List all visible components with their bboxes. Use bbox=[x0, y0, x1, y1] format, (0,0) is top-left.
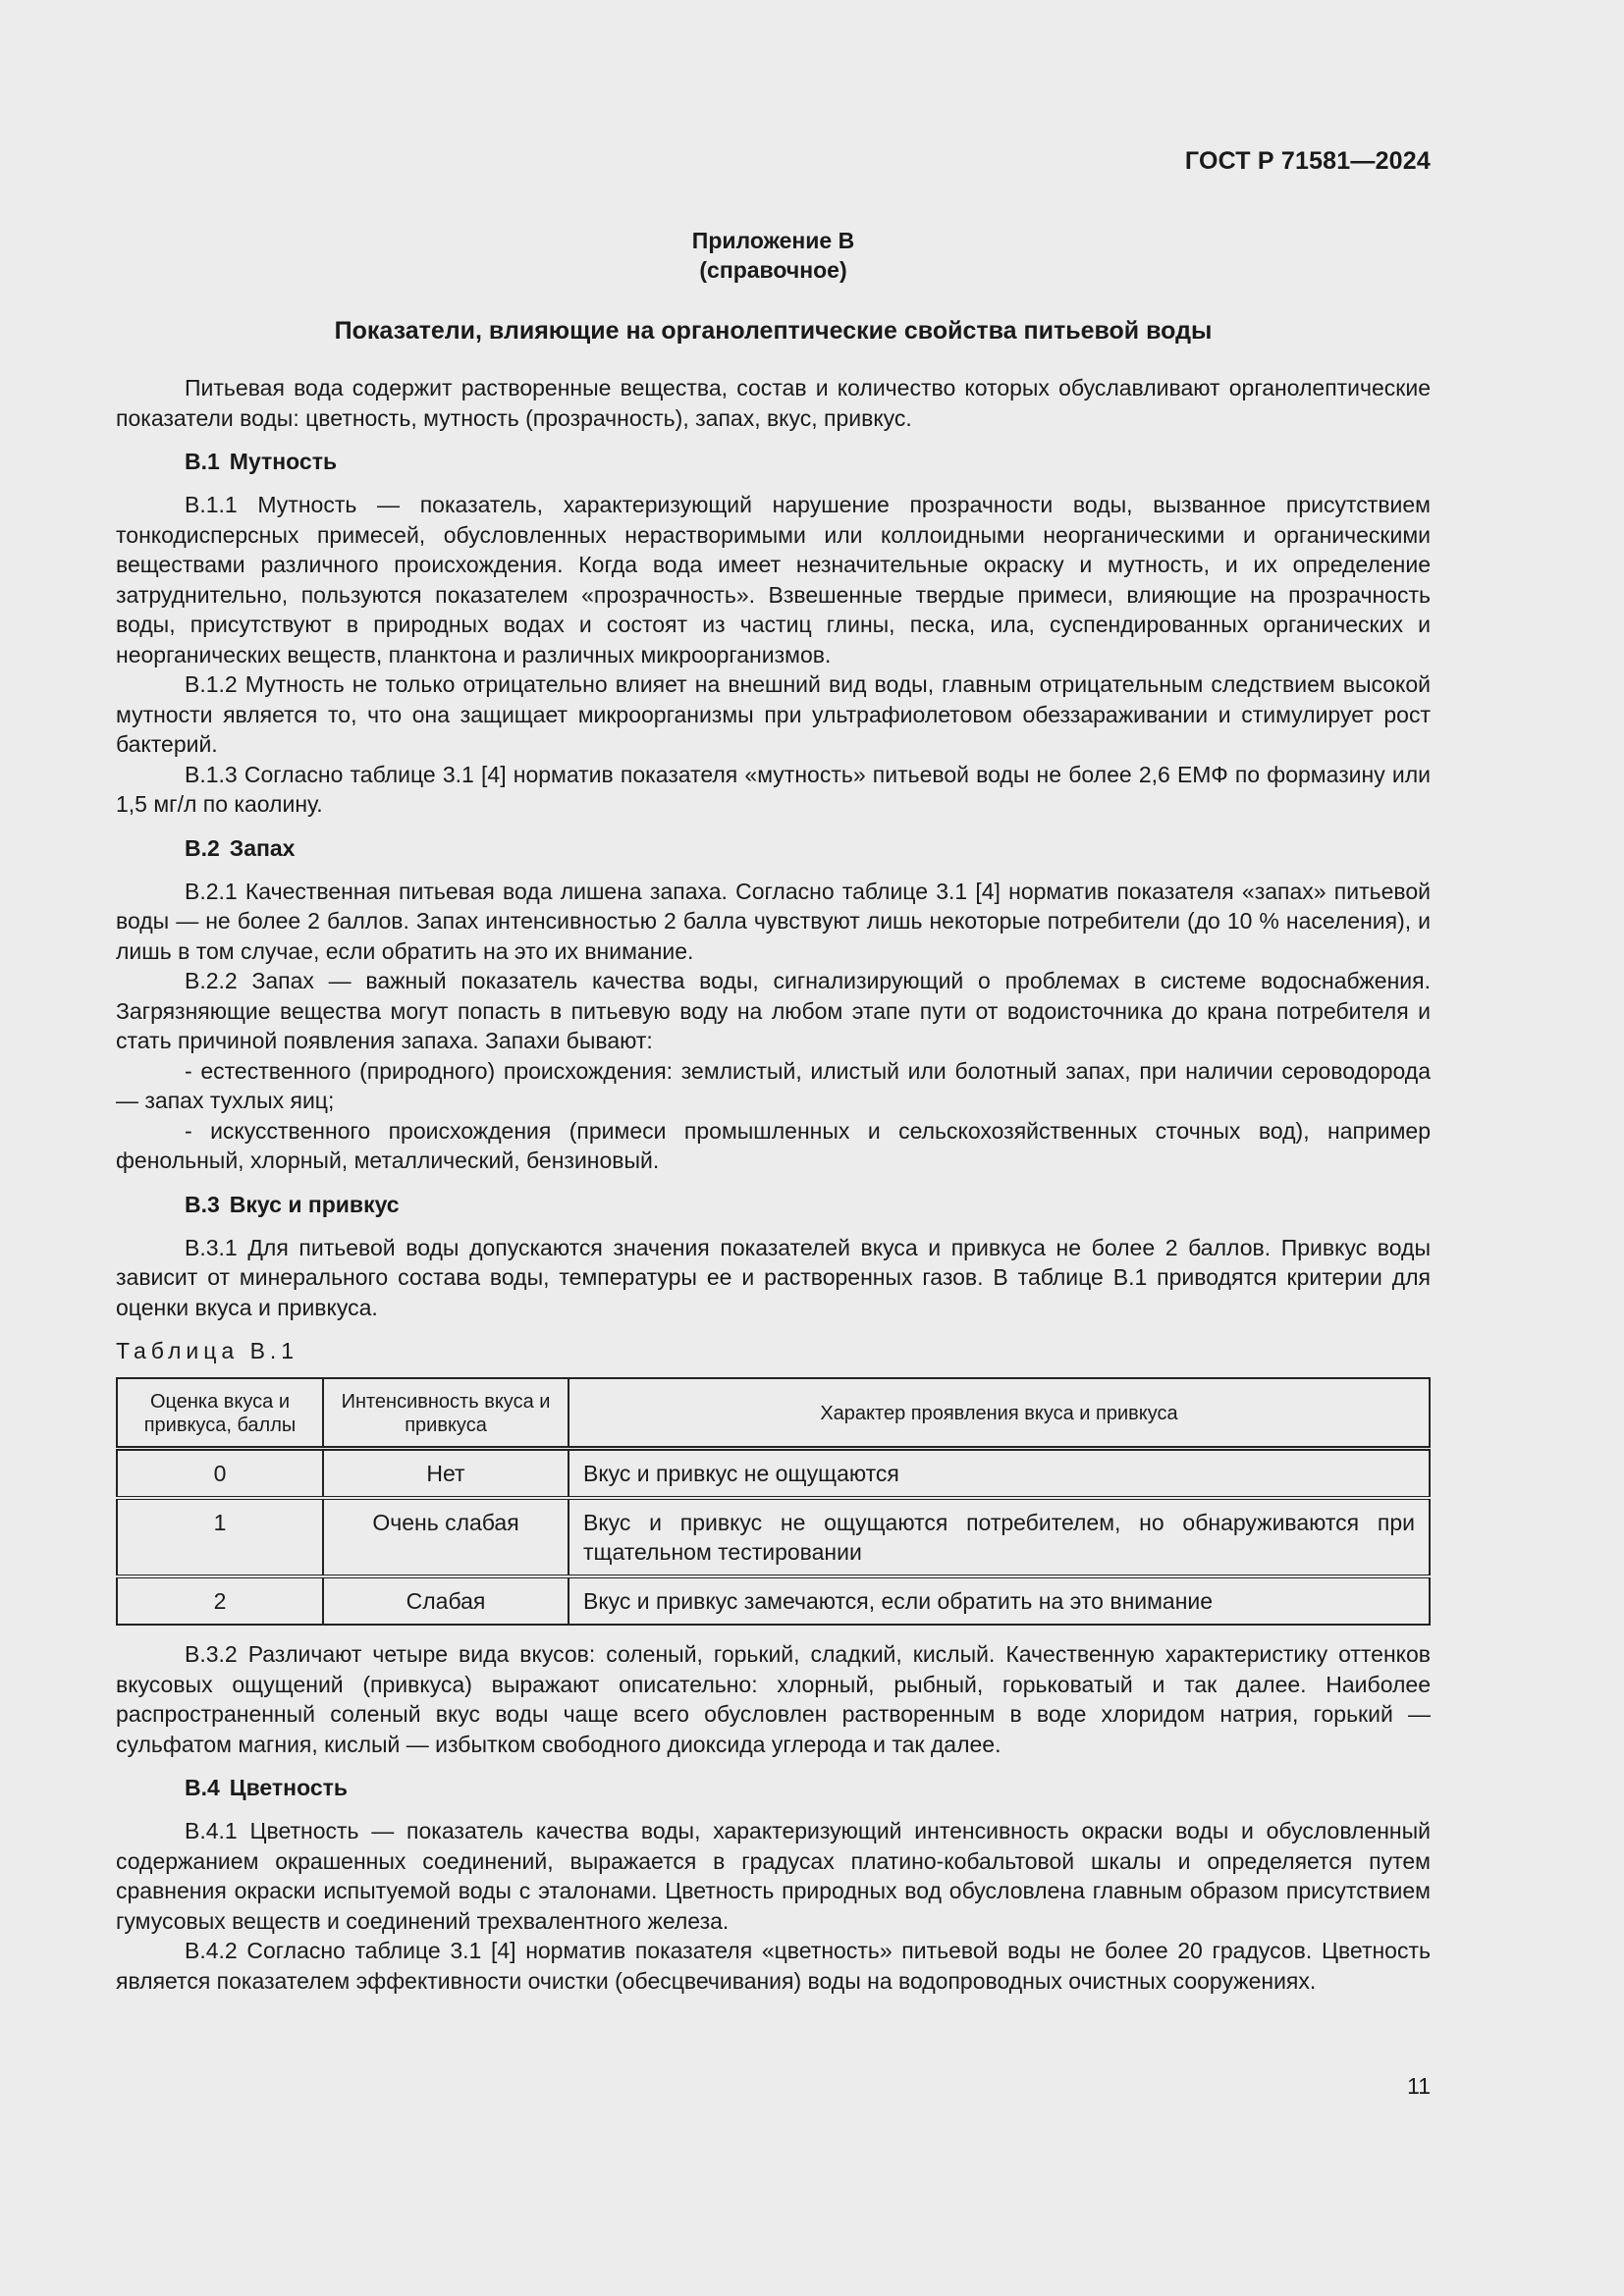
paragraph-b2-1: В.2.1 Качественная питьевая вода лишена запаха. Согласно таблице 3.1 [4] норматив показателя «запах» питьевой воды — не более 2 баллов. Запах интенсивностью 2 балла чувствуют лишь некоторые потребители (до 10 % населения), и лишь в том случае, если обратить на это их внимание. bbox=[116, 878, 1431, 964]
annex-subtitle: (справочное) bbox=[699, 257, 847, 283]
section-heading-turbidity bbox=[116, 447, 1431, 476]
section-title: Мутность bbox=[229, 449, 338, 474]
table-cell: Очень слабая bbox=[323, 1498, 568, 1576]
document-code: ГОСТ Р 71581—2024 bbox=[1184, 147, 1431, 175]
paragraph-b4-2: В.4.2 Согласно таблице 3.1 [4] норматив показателя «цветность» питьевой воды не более 20 градусов. Цветность является показателем эффективности очистки (обесцвечивания) воды на водопроводных очистных сооружениях. bbox=[116, 1938, 1431, 1994]
list-item: - естественного (природного) происхождения: землистый, илистый или болотный запах, при наличии сероводорода — запах тухлых яиц; bbox=[116, 1057, 1431, 1113]
section-heading-taste bbox=[116, 1190, 1431, 1219]
paragraph-b3-2: В.3.2 Различают четыре вида вкусов: соленый, горький, сладкий, кислый. Качественную характеристику оттенков вкусовых ощущений (привкуса) выражают описательно: хлорный, рыбный, горьковатый и так далее. Наиболее распространенный соленый вкус воды чаще всего обусловлен растворенным в воде хлоридом натрия, горький — сульфатом магния, кислый — избытком свободного диоксида углерода и так далее. bbox=[116, 1641, 1431, 1757]
table-row bbox=[117, 1576, 1430, 1625]
section-heading-odor bbox=[116, 833, 1431, 863]
table-row bbox=[117, 1449, 1430, 1499]
table-cell: Вкус и привкус замечаются, если обратить на это внимание bbox=[568, 1576, 1430, 1625]
page-number: 11 bbox=[1407, 2073, 1431, 2099]
paragraph-b4-1: В.4.1 Цветность — показатель качества воды, характеризующий интенсивность окраски воды и обусловленный содержанием окрашенных соединений, выражается в градусах платино-кобальтовой шкалы и определяется путем сравнения окраски испытуемой воды с эталонами. Цветность природных вод обусловлена главным образом присутствием гумусовых веществ и соединений трехвалентного железа. bbox=[116, 1818, 1431, 1934]
table-header-row bbox=[117, 1378, 1430, 1449]
section-number: В.1 bbox=[185, 449, 220, 474]
table-header-cell: Оценка вкуса и привкуса, баллы bbox=[117, 1378, 323, 1449]
paragraph-b3-1: В.3.1 Для питьевой воды допускаются значения показателей вкуса и привкуса не более 2 баллов. Привкус воды зависит от минерального состава воды, температуры ее и растворенных газов. В таблице В.1 приводятся критерии для оценки вкуса и привкуса. bbox=[116, 1234, 1431, 1320]
table-cell: Слабая bbox=[323, 1576, 568, 1625]
paragraph-b1-1: В.1.1 Мутность — показатель, характеризующий нарушение прозрачности воды, вызванное присутствием тонкодисперсных примесей, обусловленных нерастворимыми или коллоидными неорганическими и органическими веществами различного происхождения. Когда вода имеет незначительные окраску и мутность, и их определение затруднительно, пользуются показателем «прозрачность». Взвешенные твердые примеси, влияющие на прозрачность воды, присутствуют в природных водах и состоят из частиц глины, песка, ила, суспендированных органических и неорганических веществ, планктона и различных микроорганизмов. bbox=[116, 492, 1431, 667]
page-body bbox=[116, 147, 1431, 1996]
section-number: В.3 bbox=[185, 1191, 220, 1217]
paragraph-b1-3: В.1.3 Согласно таблице 3.1 [4] норматив показателя «мутность» питьевой воды не более 2,6 ЕМФ по формазину или 1,5 мг/л по каолину. bbox=[116, 761, 1431, 817]
table-header-cell: Характер проявления вкуса и привкуса bbox=[568, 1378, 1430, 1449]
table-cell: Нет bbox=[323, 1449, 568, 1499]
annex-title: Приложение В bbox=[691, 228, 855, 253]
section-title: Запах bbox=[229, 834, 296, 861]
table-cell: Вкус и привкус не ощущаются bbox=[568, 1449, 1430, 1499]
taste-table bbox=[116, 1377, 1431, 1626]
intro-paragraph: Питьевая вода содержит растворенные вещества, состав и количество которых обуславливают органолептические показатели воды: цветность, мутность (прозрачность), запах, вкус, привкус. bbox=[116, 375, 1431, 431]
section-number: В.4 bbox=[185, 1775, 220, 1800]
table-caption: Таблица В.1 bbox=[116, 1338, 299, 1363]
section-number: В.2 bbox=[185, 834, 220, 861]
paragraph-b2-2: В.2.2 Запах — важный показатель качества воды, сигнализирующий о проблемах в системе водоснабжения. Загрязняющие вещества могут попасть в питьевую воду на любом этапе пути от водоисточника до крана потребителя и стать причиной появления запаха. Запахи бывают: bbox=[116, 968, 1431, 1053]
list-item: - искусственного происхождения (примеси промышленных и сельскохозяйственных сточных вод), например фенольный, хлорный, металлический, бензиновый. bbox=[116, 1117, 1431, 1173]
annex-heading: Показатели, влияющие на органолептические свойства питьевой воды bbox=[334, 317, 1213, 345]
section-title: Цветность bbox=[229, 1775, 349, 1800]
table-cell: 1 bbox=[117, 1498, 323, 1576]
section-title: Вкус и привкус bbox=[229, 1191, 400, 1217]
table-cell: 2 bbox=[117, 1576, 323, 1625]
section-heading-color bbox=[116, 1773, 1431, 1802]
table-row bbox=[117, 1498, 1430, 1576]
table-cell: 0 bbox=[117, 1449, 323, 1499]
paragraph-b1-2: В.1.2 Мутность не только отрицательно влияет на внешний вид воды, главным отрицательным следствием высокой мутности является то, что она защищает микроорганизмы при ультрафиолетовом обеззараживании и стимулирует рост бактерий. bbox=[116, 671, 1431, 757]
table-cell: Вкус и привкус не ощущаются потребителем, но обнаруживаются при тщательном тестировании bbox=[568, 1498, 1430, 1576]
table-header-cell: Интенсивность вкуса и привкуса bbox=[323, 1378, 568, 1449]
